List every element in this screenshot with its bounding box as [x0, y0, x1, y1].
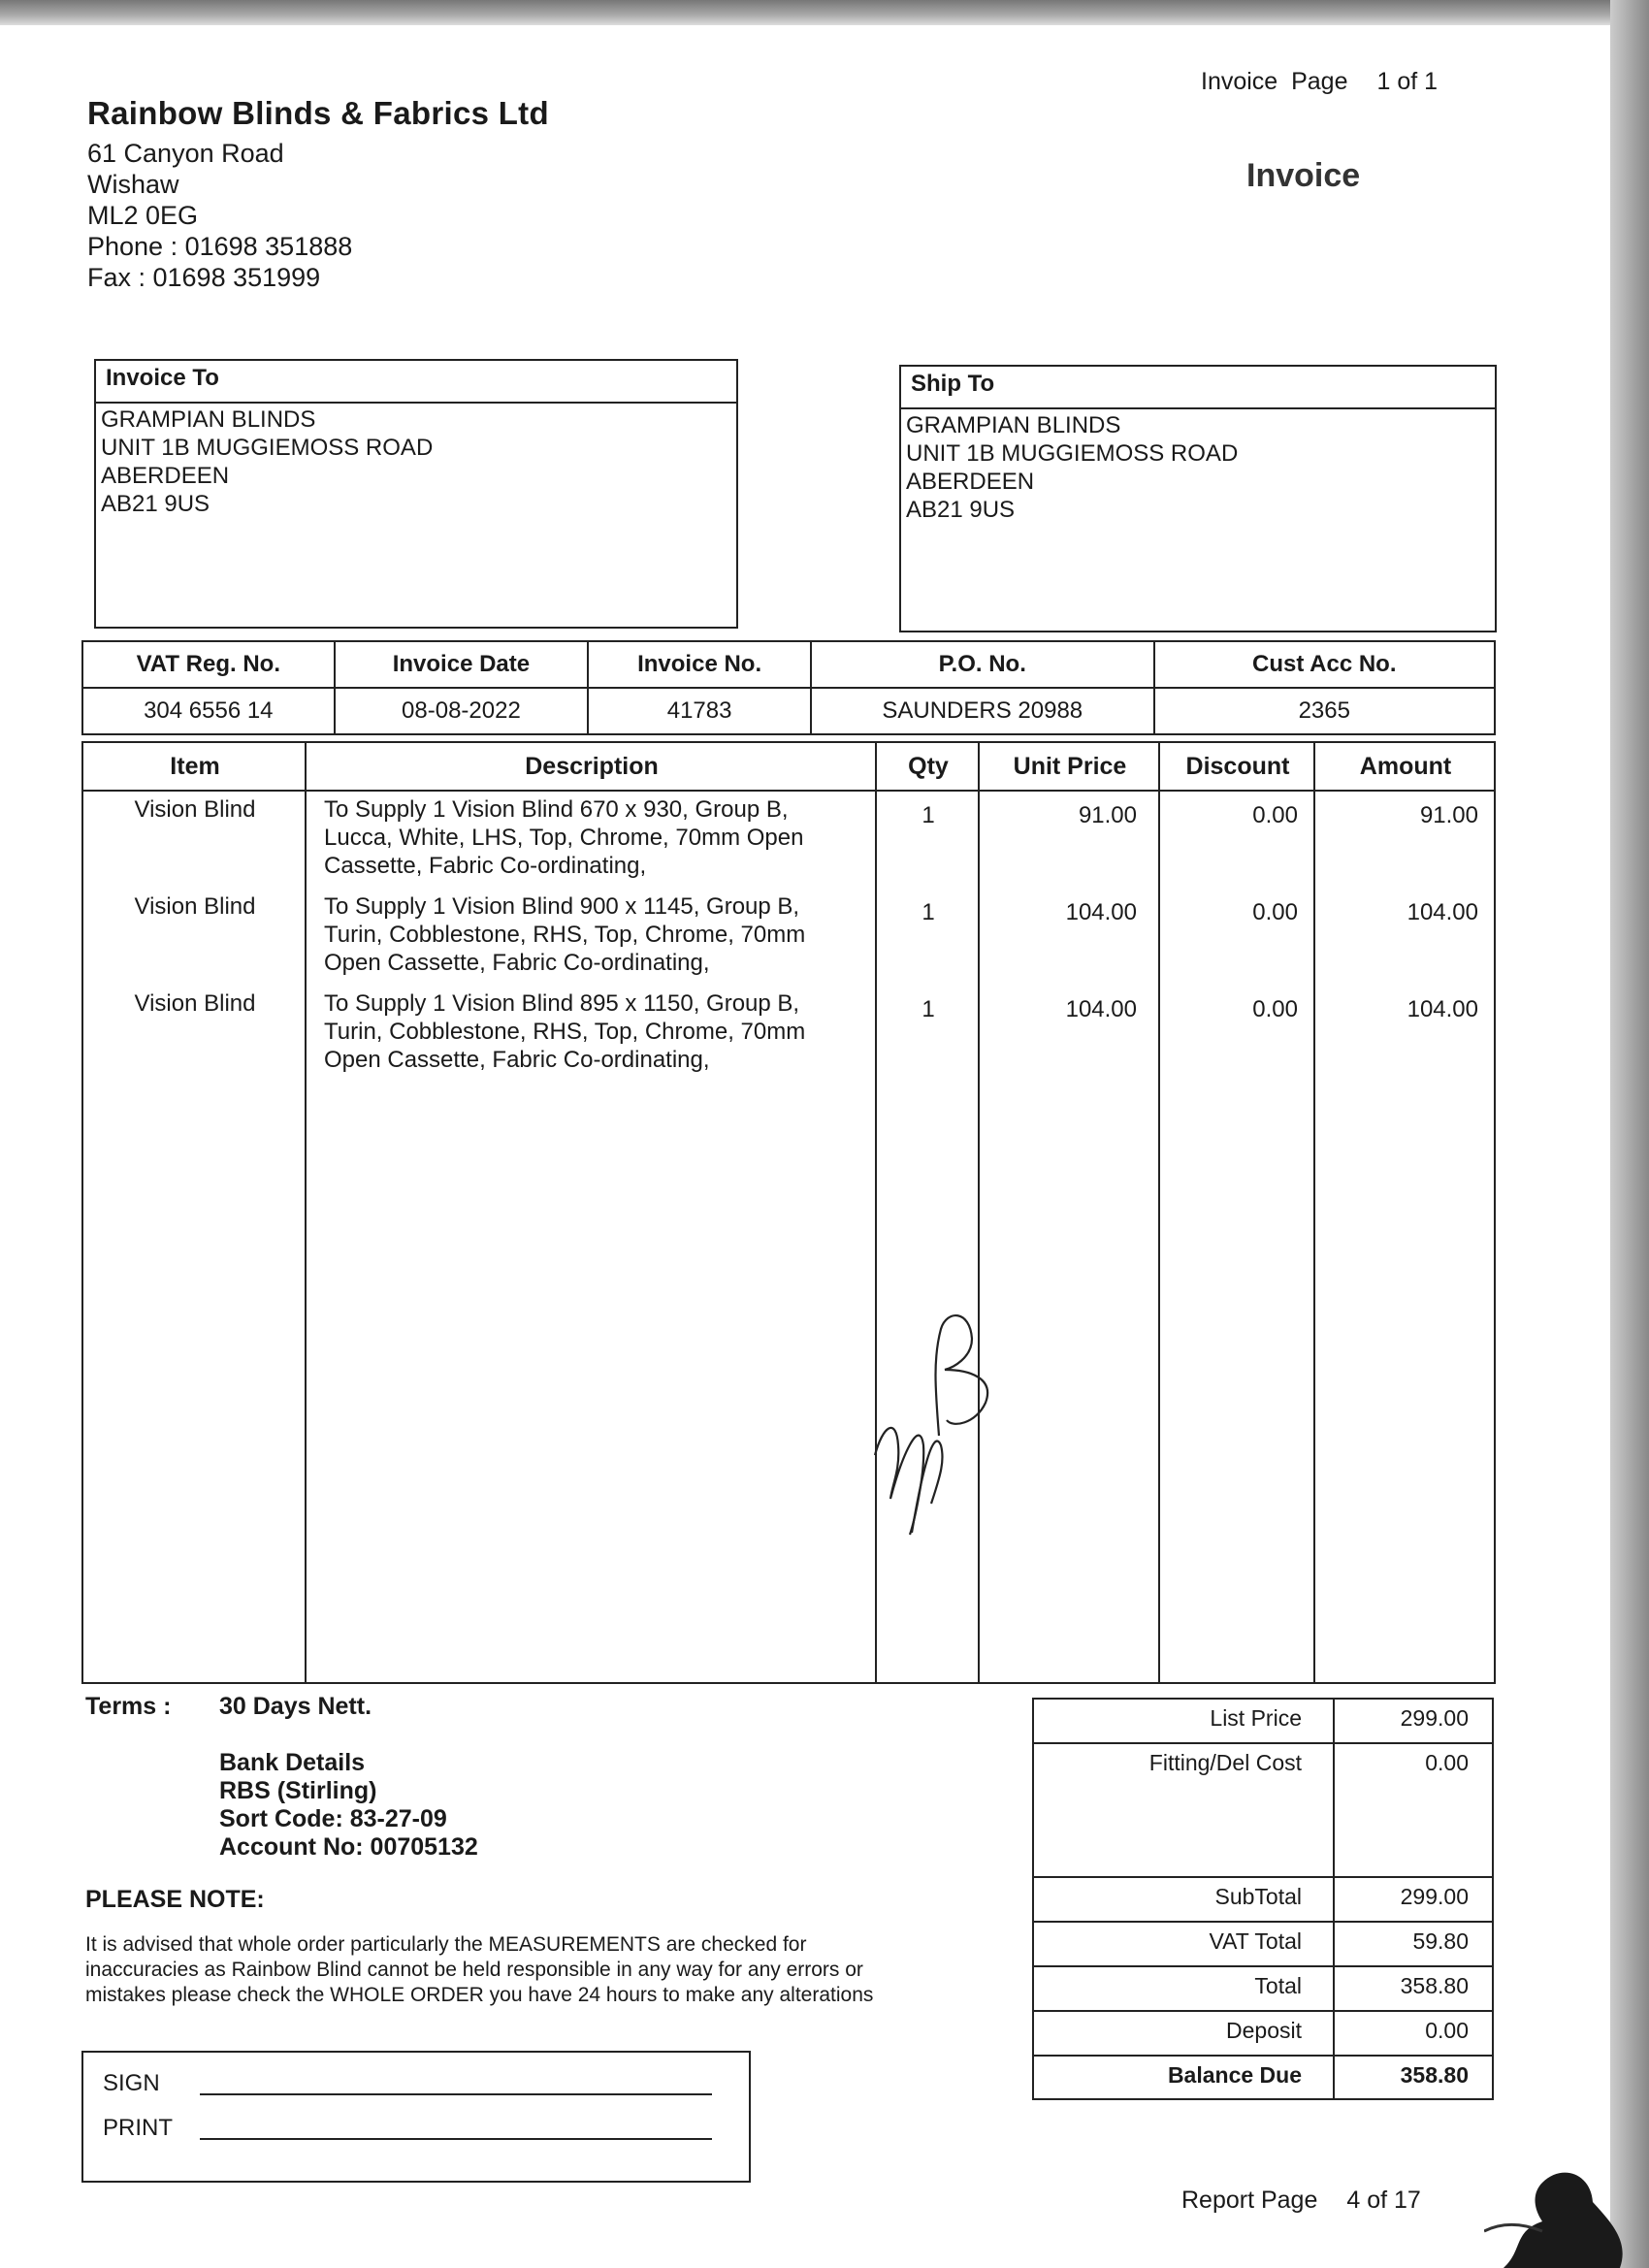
item-cell: Vision Blind — [134, 796, 256, 823]
address-line: AB21 9US — [101, 491, 210, 517]
total-value: 358.80 — [1400, 1973, 1469, 1998]
address-line: Wishaw — [87, 170, 179, 199]
terms-value: 30 Days Nett. — [219, 1693, 372, 1720]
terms-label: Terms : — [85, 1693, 172, 1720]
address-line: AB21 9US — [906, 497, 1016, 523]
print-line[interactable] — [200, 2138, 712, 2140]
sign-label: SIGN — [103, 2070, 160, 2096]
qty-cell: 1 — [922, 899, 935, 925]
line-items-table — [81, 741, 1496, 1684]
discount-header: Discount — [1185, 753, 1290, 780]
description-line: Lucca, White, LHS, Top, Chrome, 70mm Open — [324, 825, 804, 851]
ship-to-box — [899, 365, 1497, 632]
balance-due-label: Balance Due — [1167, 2062, 1302, 2088]
fax-line: Fax : 01698 351999 — [87, 263, 321, 292]
note-text — [85, 1932, 978, 2008]
balance-due-value: 358.80 — [1400, 2062, 1469, 2088]
qty-cell: 1 — [922, 802, 935, 828]
qty-header: Qty — [908, 753, 949, 780]
page-indicator — [1201, 68, 1467, 96]
ship-to-label: Ship To — [901, 367, 1495, 409]
invoice-date-header: Invoice Date — [335, 641, 589, 688]
sign-line[interactable] — [200, 2093, 712, 2095]
scan-edge-right — [1610, 0, 1649, 2268]
page-label: Invoice Page — [1201, 68, 1348, 95]
address-line: UNIT 1B MUGGIEMOSS ROAD — [906, 440, 1239, 467]
description-line: To Supply 1 Vision Blind 670 x 930, Group B, — [324, 796, 789, 823]
print-label: PRINT — [103, 2115, 173, 2141]
vat-reg-header: VAT Reg. No. — [82, 641, 335, 688]
total-row — [1034, 1965, 1492, 2010]
description-header: Description — [525, 753, 659, 780]
item-cell: Vision Blind — [134, 990, 256, 1017]
note-heading: PLEASE NOTE: — [85, 1886, 265, 1913]
vat-total-row — [1034, 1921, 1492, 1965]
amount-cell: 104.00 — [1406, 996, 1478, 1022]
address-line: GRAMPIAN BLINDS — [101, 406, 316, 433]
vat-total-value: 59.80 — [1412, 1928, 1469, 1954]
fitting-label: Fitting/Del Cost — [1148, 1750, 1302, 1775]
description-line: Turin, Cobblestone, RHS, Top, Chrome, 70mm — [324, 1019, 806, 1045]
address-line: GRAMPIAN BLINDS — [906, 412, 1121, 438]
discount-cell: 0.00 — [1252, 996, 1298, 1022]
meta-value-row — [82, 688, 1495, 734]
description-column — [307, 743, 877, 1682]
unit-price-cell: 91.00 — [1078, 802, 1137, 828]
fitting-row — [1034, 1742, 1492, 1876]
discount-cell: 0.00 — [1252, 899, 1298, 925]
items-header-row — [83, 743, 1494, 792]
report-page-label: Report Page — [1181, 2187, 1318, 2214]
amount-cell: 91.00 — [1419, 802, 1478, 828]
page-value: 1 of 1 — [1376, 68, 1439, 95]
vat-reg-value: 304 6556 14 — [82, 688, 335, 734]
description-line: Turin, Cobblestone, RHS, Top, Chrome, 70mm — [324, 922, 806, 948]
meta-header-row — [82, 641, 1495, 688]
subtotal-value: 299.00 — [1400, 1884, 1469, 1909]
invoice-no-value: 41783 — [588, 688, 811, 734]
subtotal-row — [1034, 1876, 1492, 1921]
handwritten-initials — [863, 1310, 1018, 1542]
amount-header: Amount — [1359, 753, 1452, 780]
ink-smudge — [1484, 2163, 1630, 2268]
list-price-label: List Price — [1210, 1705, 1302, 1731]
unit-price-cell: 104.00 — [1065, 996, 1137, 1022]
address-line: ML2 0EG — [87, 201, 199, 230]
description-line: To Supply 1 Vision Blind 900 x 1145, Group B, — [324, 893, 800, 920]
description-line: To Supply 1 Vision Blind 895 x 1150, Group B, — [324, 990, 800, 1017]
item-cell: Vision Blind — [134, 893, 256, 920]
address-line: ABERDEEN — [101, 463, 230, 489]
deposit-value: 0.00 — [1425, 2018, 1469, 2043]
subtotal-label: SubTotal — [1214, 1884, 1302, 1909]
balance-due-row — [1034, 2055, 1492, 2100]
invoice-to-box — [94, 359, 738, 629]
item-header: Item — [170, 753, 220, 780]
totals-box — [1032, 1698, 1494, 2100]
deposit-row — [1034, 2010, 1492, 2055]
account-number: Account No: 00705132 — [219, 1833, 478, 1861]
cust-acc-header: Cust Acc No. — [1154, 641, 1495, 688]
deposit-label: Deposit — [1226, 2018, 1302, 2043]
invoice-to-address — [96, 404, 736, 520]
sort-code: Sort Code: 83-27-09 — [219, 1805, 447, 1832]
description-line: Open Cassette, Fabric Co-ordinating, — [324, 1047, 710, 1073]
address-line: ABERDEEN — [906, 469, 1035, 495]
report-page-indicator — [1181, 2187, 1421, 2215]
cust-acc-value: 2365 — [1154, 688, 1495, 734]
description-cell — [324, 795, 867, 880]
list-price-value: 299.00 — [1400, 1705, 1469, 1731]
unit-price-header: Unit Price — [1013, 753, 1127, 780]
ship-to-address — [901, 409, 1495, 526]
description-line: Cassette, Fabric Co-ordinating, — [324, 853, 647, 879]
invoice-meta-table — [81, 640, 1496, 735]
amount-cell: 104.00 — [1406, 899, 1478, 925]
document-title: Invoice — [1246, 157, 1361, 194]
bank-details — [219, 1749, 478, 1862]
note-line: mistakes please check the WHOLE ORDER you have 24 hours to make any alterations — [85, 1984, 874, 2006]
description-line: Open Cassette, Fabric Co-ordinating, — [324, 950, 710, 976]
address-line: UNIT 1B MUGGIEMOSS ROAD — [101, 435, 434, 461]
bank-name: RBS (Stirling) — [219, 1777, 377, 1804]
company-address — [87, 138, 352, 293]
vat-total-label: VAT Total — [1209, 1928, 1302, 1954]
po-no-value: SAUNDERS 20988 — [811, 688, 1154, 734]
invoice-to-label: Invoice To — [96, 361, 736, 404]
po-no-header: P.O. No. — [811, 641, 1154, 688]
note-line: inaccuracies as Rainbow Blind cannot be held responsible in any way for any errors or — [85, 1959, 863, 1981]
qty-cell: 1 — [922, 996, 935, 1022]
address-line: 61 Canyon Road — [87, 139, 284, 168]
signature-box — [81, 2051, 751, 2183]
invoice-date-value: 08-08-2022 — [335, 688, 589, 734]
unit-price-cell: 104.00 — [1065, 899, 1137, 925]
report-page-value: 4 of 17 — [1346, 2187, 1421, 2214]
company-name: Rainbow Blinds & Fabrics Ltd — [87, 95, 549, 131]
fitting-value: 0.00 — [1425, 1750, 1469, 1775]
item-column — [83, 743, 307, 1682]
note-line: It is advised that whole order particularly the MEASUREMENTS are checked for — [85, 1933, 807, 1956]
phone-line: Phone : 01698 351888 — [87, 232, 353, 261]
invoice-no-header: Invoice No. — [588, 641, 811, 688]
description-cell — [324, 989, 867, 1074]
description-cell — [324, 892, 867, 977]
discount-cell: 0.00 — [1252, 802, 1298, 828]
list-price-row — [1034, 1700, 1492, 1742]
total-label: Total — [1254, 1973, 1302, 1998]
bank-details-heading: Bank Details — [219, 1749, 366, 1776]
discount-column — [1160, 743, 1315, 1682]
scan-edge-top — [0, 0, 1649, 25]
